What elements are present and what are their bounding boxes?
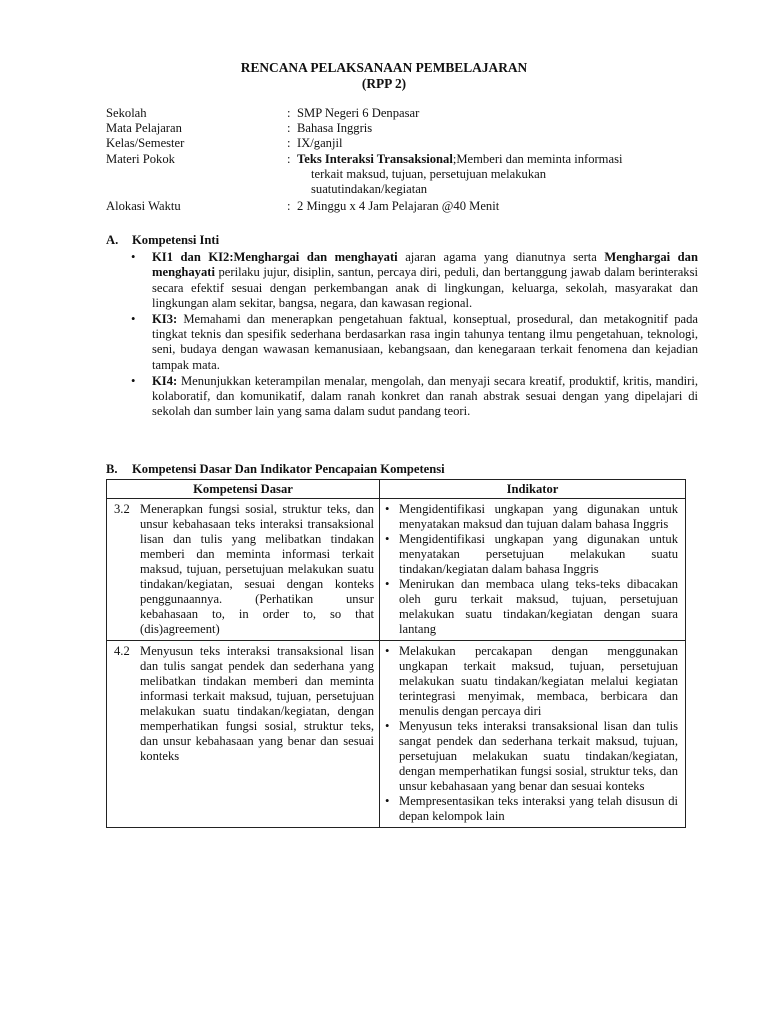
title-line-2: (RPP 2)	[361, 76, 407, 91]
info-row-materi-cont	[106, 167, 706, 182]
info-label: Alokasi Waktu	[106, 199, 181, 214]
section-letter: B.	[106, 462, 118, 476]
bullet-icon: •	[385, 502, 390, 517]
indikator-list	[381, 500, 684, 639]
bullet-icon: •	[131, 312, 136, 327]
list-item: • Mempresentasikan teks interaksi yang telah disusun di depan kelompok lain	[385, 794, 678, 824]
bullet-icon: •	[385, 577, 390, 592]
list-item: • Melakukan percakapan dengan menggunakan ungkapan terkait maksud, tujuan, persetujuan melakukan suatu tindakan/kegiatan melalui kegiatan terintegrasi menyimak, membaca, berbicara dan menulis dengan percaya diri	[385, 644, 678, 719]
bullet-icon: •	[385, 532, 390, 547]
info-label: Materi Pokok	[106, 151, 175, 166]
info-colon: :	[287, 121, 291, 136]
kd-indikator-table	[106, 479, 686, 828]
list-item: • Mengidentifikasi ungkapan yang digunakan untuk menyatakan persetujuan melakukan suatu tindakan/kegiatan dalam bahasa Inggris	[385, 532, 678, 577]
table-row	[107, 641, 686, 828]
info-row-kelas	[106, 136, 706, 151]
info-colon: :	[287, 199, 291, 214]
info-label: Kelas/Semester	[106, 136, 185, 151]
bullet-icon: •	[385, 644, 390, 659]
bullet-icon: •	[385, 794, 390, 809]
info-colon: :	[287, 106, 291, 120]
kd-number: 3.2	[114, 502, 130, 517]
table-header-kd: Kompetensi Dasar	[107, 480, 380, 499]
info-value: IX/ganjil	[297, 136, 343, 151]
bullet-icon: •	[131, 373, 136, 388]
title-line-1: RENCANA PELAKSANAAN PEMBELAJARAN	[240, 60, 528, 75]
table-cell-kd	[107, 641, 380, 828]
list-item-ki3: • KI3: Memahami dan menerapkan pengetahuan faktual, konseptual, prosedural, dan metakognitif pada tingkat teknis dan spesifik sederhana berdasarkan rasa ingin tahunya tentang ilmu pengetahuan, teknologi, seni, budaya dengan wawasan kemanusiaan, kebangsaan, dan kenegaraan terkait fenomena dan kejadian tampak mata.	[131, 312, 698, 372]
table-cell-kd	[107, 499, 380, 641]
list-item: • Menirukan dan membaca ulang teks-teks dibacakan oleh guru terkait maksud, tujuan, persetujuan melakukan suatu tindakan/kegiatan dengan suara lantang	[385, 577, 678, 637]
table-header-indikator: Indikator	[380, 480, 686, 499]
materi-bold: Teks Interaksi Transaksional	[297, 151, 453, 166]
list-item: • Mengidentifikasi ungkapan yang digunakan untuk menyatakan maksud dan tujuan dalam bahasa Inggris	[385, 502, 678, 532]
info-value	[297, 152, 706, 167]
kd-text: Menerapkan fungsi sosial, struktur teks, dan unsur kebahasaan teks interaksi transaksional lisan dan tulis yang melibatkan tindakan memberi dan meminta informasi terkait maksud, tujuan, persetujuan melakukan suatu tindakan/kegiatan, sesuai dengan konteks penggunaannya. (Perhatikan unsur kebahasaan to, in order to, so that (dis)agreement)	[140, 502, 374, 637]
section-kompetensi-dasar	[106, 462, 686, 828]
bullet-icon: •	[131, 250, 136, 265]
materi-line-3: suatutindakan/kegiatan	[311, 182, 428, 197]
info-row-materi-cont2	[106, 182, 706, 197]
info-row-mapel	[106, 121, 706, 136]
section-heading	[106, 233, 698, 248]
info-row-materi	[106, 152, 706, 167]
list-item-ki4: • KI4: Menunjukkan keterampilan menalar, mengolah, dan menyaji secara kreatif, produktif, kritis, mandiri, kolaboratif, dan komunikatif, dalam ranah konkret dan ranah abstrak sesuai dengan yang dipelajari di sekolah dan sumber lain yang sama dalam sudut pandang teori.	[131, 373, 698, 419]
info-colon: :	[287, 151, 291, 166]
materi-rest: ;Memberi dan meminta informasi	[452, 151, 623, 166]
table-header-row	[107, 480, 686, 499]
info-row-alokasi	[106, 199, 706, 214]
section-title: Kompetensi Inti	[132, 233, 220, 247]
info-value: SMP Negeri 6 Denpasar	[297, 106, 420, 120]
bullet-icon: •	[385, 719, 390, 734]
ki-list	[106, 250, 698, 419]
table-cell-indikator	[380, 641, 686, 828]
document-title	[0, 60, 768, 92]
section-title: Kompetensi Dasar Dan Indikator Pencapaian Kompetensi	[132, 462, 445, 476]
info-value: 2 Minggu x 4 Jam Pelajaran @40 Menit	[297, 199, 500, 214]
table-cell-indikator	[380, 499, 686, 641]
section-heading	[106, 462, 686, 477]
kd-number: 4.2	[114, 644, 130, 659]
materi-line-2: terkait maksud, tujuan, persetujuan melakukan	[311, 166, 547, 181]
list-item-ki1: • KI1 dan KI2:Menghargai dan menghayati ajaran agama yang dianutnya serta Menghargai dan menghayati perilaku jujur, disiplin, santun, percaya diri, peduli, dan bertanggung jawab dalam berinteraksi secara efektif sesuai dengan perkembangan anak di lingkungan, keluarga, sekolah, masyarakat dan lingkungan alam sekitar, bangsa, negara, dan kawasan regional.	[131, 250, 698, 310]
section-kompetensi-inti	[106, 233, 698, 420]
identity-block	[106, 106, 706, 214]
kd-text: Menyusun teks interaksi transaksional lisan dan tulis sangat pendek dan sederhana yang melibatkan tindakan memberi dan meminta informasi terkait maksud, tujuan, persetujuan melakukan suatu tindakan/kegiatan, dengan memperhatikan fungsi sosial, struktur teks, dan unsur kebahasaan yang benar dan sesuai konteks	[140, 644, 374, 764]
info-value: Bahasa Inggris	[297, 121, 373, 136]
section-letter: A.	[106, 233, 119, 247]
info-label: Sekolah	[106, 106, 147, 120]
indikator-list	[381, 642, 684, 826]
info-row-sekolah	[106, 106, 706, 121]
info-colon: :	[287, 136, 291, 151]
info-label: Mata Pelajaran	[106, 121, 182, 136]
list-item: • Menyusun teks interaksi transaksional lisan dan tulis sangat pendek dan sederhana terkait maksud, tujuan, persetujuan melakukan suatu tindakan/kegiatan, dengan memperhatikan fungsi sosial, struktur teks, dan unsur kebahasaan yang benar dan sesuai konteks	[385, 719, 678, 794]
table-row	[107, 499, 686, 641]
